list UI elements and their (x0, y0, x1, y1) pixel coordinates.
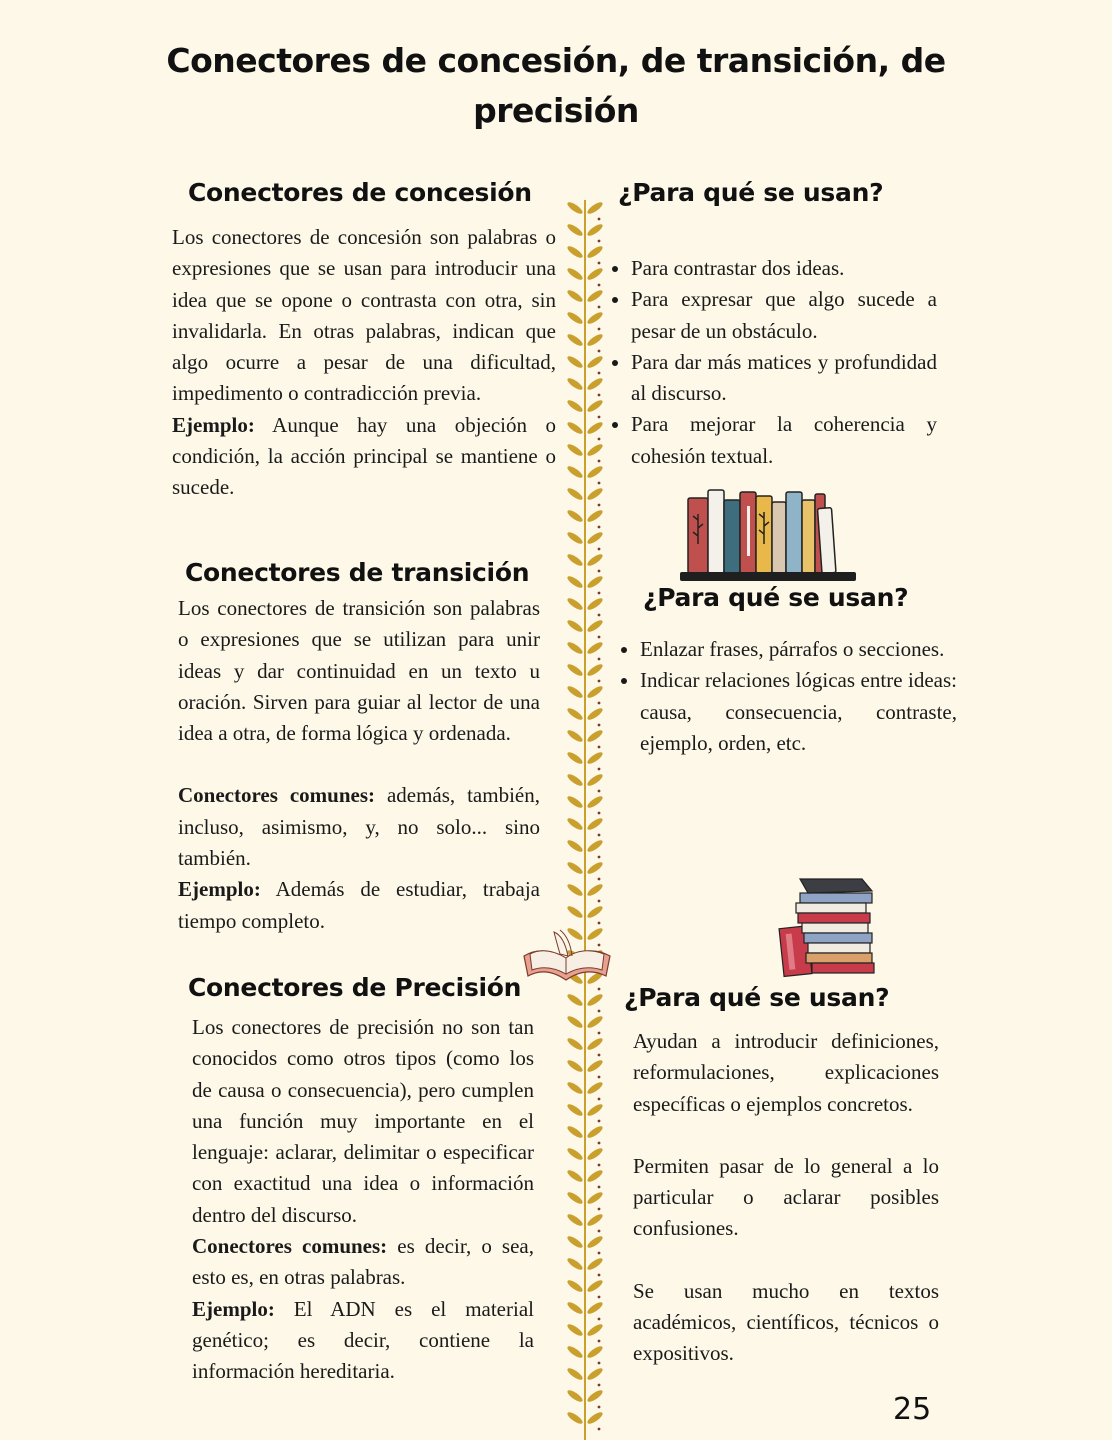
vine-dot (598, 636, 601, 639)
vine-leaf (566, 222, 584, 238)
transicion-body: Los conectores de transición son palabras o expresiones que se utilizan para unir ideas y dar continuidad en un texto u oración. Sirven para guiar al lector de una idea a otra, de forma lógica y ordenada. (178, 596, 540, 746)
vine-leaf (586, 376, 604, 392)
vine-leaf (586, 1256, 604, 1272)
vine-dot (598, 1054, 601, 1057)
vine-leaf (566, 684, 584, 700)
vine-leaf (586, 618, 604, 634)
list-item: • Para dar más matices y profundidad al discurso. (631, 347, 937, 410)
vine-leaf (586, 1168, 604, 1184)
vine-leaf (586, 640, 604, 656)
vine-leaf (586, 728, 604, 744)
uses-precision-p2: Permiten pasar de lo general a lo particular o aclarar posibles confusiones. (633, 1153, 939, 1241)
vine-leaf (566, 838, 584, 854)
vine-leaf (566, 1234, 584, 1250)
vine-leaf (586, 860, 604, 876)
vine-leaf (566, 530, 584, 546)
vine-leaf (566, 552, 584, 568)
vine-leaf (586, 706, 604, 722)
uses-precision-p3: Se usan mucho en textos académicos, científicos, técnicos o expositivos. (633, 1278, 939, 1366)
vine-leaf (566, 508, 584, 524)
vine-leaf (566, 728, 584, 744)
vine-dot (598, 834, 601, 837)
transicion-text (178, 593, 540, 937)
vine-dot (598, 394, 601, 397)
heading-transicion: Conectores de transición (185, 558, 530, 587)
vine-dot (598, 1384, 601, 1387)
vine-leaf (566, 1278, 584, 1294)
vine-leaf (586, 1366, 604, 1382)
vine-dot (598, 702, 601, 705)
vine-dot (598, 812, 601, 815)
vine-leaf (586, 816, 604, 832)
vine-leaf (586, 662, 604, 678)
vine-leaf (566, 332, 584, 348)
vine-dot (598, 658, 601, 661)
vine-leaf (586, 1190, 604, 1206)
vine-leaf (586, 222, 604, 238)
vine-leaf (566, 1168, 584, 1184)
vine-leaf (586, 596, 604, 612)
vine-leaf (586, 574, 604, 590)
transicion-common (178, 780, 540, 874)
heading-uses-transicion: ¿Para qué se usan? (643, 583, 909, 612)
vine-leaf (586, 992, 604, 1008)
transicion-common-label: Conectores comunes: (178, 783, 376, 808)
vine-leaf (566, 1322, 584, 1338)
precision-common-text: es decir, o sea, esto es, en otras palabras. (192, 1234, 534, 1290)
vine-dot (598, 306, 601, 309)
vine-dot (598, 922, 601, 925)
vine-dot (598, 548, 601, 551)
vine-leaf (586, 508, 604, 524)
uses-transicion-list (622, 634, 957, 759)
vine-leaf (586, 1322, 604, 1338)
vine-leaf (586, 1410, 604, 1426)
vine-leaf (566, 816, 584, 832)
vine-dot (598, 284, 601, 287)
uses-concesion-list (613, 253, 937, 472)
heading-precision: Conectores de Precisión (188, 973, 522, 1002)
vine-divider (560, 200, 610, 1440)
precision-body: Los conectores de precisión no son tan conocidos como otros tipos (como los de causa o consecuencia), pero cumplen una función muy importante en el lenguaje: aclarar, delimitar o especificar con exactitud una idea o información dentro del discurso. (192, 1015, 534, 1227)
vine-dot (598, 460, 601, 463)
vine-leaf (566, 310, 584, 326)
vine-leaf (566, 596, 584, 612)
precision-common (192, 1231, 534, 1294)
vine-leaf (566, 882, 584, 898)
vine-dot (598, 1142, 601, 1145)
vine-dot (598, 438, 601, 441)
vine-leaf (566, 904, 584, 920)
vine-leaf (586, 1102, 604, 1118)
vine-dot (598, 1010, 601, 1013)
transicion-example-label: Ejemplo: (178, 877, 261, 902)
vine-leaf (586, 530, 604, 546)
vine-dot (598, 900, 601, 903)
list-item: • Para mejorar la coherencia y cohesión textual. (631, 409, 937, 472)
vine-dot (598, 1186, 601, 1189)
vine-leaf (586, 904, 604, 920)
vine-dot (598, 1340, 601, 1343)
vine-leaf (586, 552, 604, 568)
vine-leaf (566, 354, 584, 370)
vine-dot (598, 1296, 601, 1299)
vine-leaf (586, 1014, 604, 1030)
vine-dot (598, 680, 601, 683)
book-stack-illustration (778, 875, 878, 980)
heading-concesion: Conectores de concesión (188, 178, 532, 207)
vine-leaf (566, 266, 584, 282)
transicion-common-text: además, también, incluso, asimismo, y, no solo... sino también. (178, 783, 540, 871)
vine-leaf (586, 266, 604, 282)
vine-dot (598, 856, 601, 859)
vine-leaf (566, 1344, 584, 1360)
vine-dot (598, 526, 601, 529)
concesion-example-text: Aunque hay una objeción o condición, la acción principal se mantiene o sucede. (172, 412, 556, 500)
vine-dot (598, 416, 601, 419)
vine-leaf (566, 486, 584, 502)
vine-leaf (586, 684, 604, 700)
vine-leaf (566, 772, 584, 788)
vine-leaf (566, 750, 584, 766)
vine-leaf (566, 992, 584, 1008)
list-item: • Para expresar que algo sucede a pesar de un obstáculo. (631, 284, 937, 347)
concesion-example (172, 410, 556, 504)
vine-leaf (586, 1036, 604, 1052)
vine-leaf (586, 398, 604, 414)
vine-dot (598, 1362, 601, 1365)
vine-dot (598, 482, 601, 485)
vine-dot (598, 1164, 601, 1167)
vine-leaf (586, 1212, 604, 1228)
uses-precision-p1: Ayudan a introducir definiciones, reformulaciones, explicaciones específicas o ejemplos concretos. (633, 1029, 939, 1116)
vine-dot (598, 768, 601, 771)
vine-dot (598, 1428, 601, 1431)
vine-dot (598, 1406, 601, 1409)
vine-leaf (586, 1278, 604, 1294)
vine-leaf (566, 1058, 584, 1074)
vine-leaf (566, 706, 584, 722)
vine-dot (598, 1274, 601, 1277)
vine-leaf (586, 310, 604, 326)
vine-leaf (566, 574, 584, 590)
bookshelf-illustration (676, 486, 860, 584)
vine-leaf (566, 1080, 584, 1096)
vine-leaf (586, 1058, 604, 1074)
vine-leaf (566, 1388, 584, 1404)
transicion-example (178, 874, 540, 937)
precision-example-text: El ADN es el material genético; es decir, contiene la información hereditaria. (192, 1296, 534, 1384)
precision-common-label: Conectores comunes: (192, 1234, 388, 1259)
vine-leaf (586, 442, 604, 458)
vine-leaf (566, 1212, 584, 1228)
precision-example-label: Ejemplo: (192, 1296, 275, 1321)
open-book-illustration (520, 926, 614, 984)
vine-dot (598, 570, 601, 573)
vine-dot (598, 1098, 601, 1101)
vine-dot (598, 372, 601, 375)
vine-leaf (586, 1344, 604, 1360)
precision-example (192, 1294, 534, 1388)
vine-dot (598, 724, 601, 727)
vine-dot (598, 614, 601, 617)
vine-dot (598, 218, 601, 221)
vine-dot (598, 1120, 601, 1123)
page-title: Conectores de concesión, de transición, de precisión (166, 41, 946, 130)
vine-leaf (566, 442, 584, 458)
vine-leaf (566, 640, 584, 656)
vine-leaf (586, 1300, 604, 1316)
vine-dot (598, 504, 601, 507)
concesion-body: Los conectores de concesión son palabras o expresiones que se usan para introducir una idea que se opone o contrasta con otra, sin invalidarla. En otras palabras, indican que algo ocurre a pesar de una dificultad, impedimento o contradicción previa. (172, 225, 556, 406)
vine-leaf (566, 464, 584, 480)
vine-leaf (586, 244, 604, 260)
vine-dot (598, 878, 601, 881)
vine-leaf (566, 1124, 584, 1140)
concesion-example-label: Ejemplo: (172, 412, 255, 437)
vine-leaf (586, 1124, 604, 1140)
vine-dot (598, 1252, 601, 1255)
vine-dot (598, 592, 601, 595)
uses-precision-text (633, 1026, 939, 1370)
page-number: 25 (893, 1392, 932, 1427)
vine-leaf (566, 376, 584, 392)
vine-dot (598, 1032, 601, 1035)
vine-leaf (586, 1234, 604, 1250)
list-item: • Indicar relaciones lógicas entre ideas: causa, consecuencia, contraste, ejemplo, orden, etc. (640, 665, 957, 759)
vine-leaf (586, 420, 604, 436)
vine-dot (598, 240, 601, 243)
vine-leaf (586, 772, 604, 788)
vine-dot (598, 1208, 601, 1211)
vine-leaf (586, 288, 604, 304)
vine-leaf (566, 1014, 584, 1030)
vine-leaf (566, 860, 584, 876)
vine-leaf (566, 200, 584, 216)
precision-text (192, 1012, 534, 1388)
vine-dot (598, 988, 601, 991)
list-item: • Para contrastar dos ideas. (631, 253, 937, 284)
vine-dot (598, 328, 601, 331)
vine-leaf (586, 332, 604, 348)
vine-leaf (566, 794, 584, 810)
vine-leaf (586, 794, 604, 810)
vine-dot (598, 1076, 601, 1079)
vine-leaf (566, 288, 584, 304)
vine-leaf (586, 486, 604, 502)
vine-dot (598, 790, 601, 793)
list-item: • Enlazar frases, párrafos o secciones. (640, 634, 957, 665)
vine-leaf (566, 1410, 584, 1426)
vine-leaf (566, 398, 584, 414)
transicion-example-text: Además de estudiar, trabaja tiempo completo. (178, 877, 540, 933)
vine-leaf (586, 750, 604, 766)
vine-leaf (566, 1190, 584, 1206)
vine-leaf (566, 244, 584, 260)
vine-leaf (566, 618, 584, 634)
heading-uses-concesion: ¿Para qué se usan? (618, 178, 884, 207)
vine-leaf (586, 200, 604, 216)
vine-leaf (566, 1036, 584, 1052)
vine-leaf (566, 1300, 584, 1316)
vine-leaf (586, 1388, 604, 1404)
vine-leaf (566, 1146, 584, 1162)
heading-uses-precision: ¿Para qué se usan? (624, 983, 890, 1012)
concesion-text (172, 222, 556, 504)
vine-leaf (586, 464, 604, 480)
vine-leaf (586, 1080, 604, 1096)
vine-leaf (586, 838, 604, 854)
vine-leaf (586, 1146, 604, 1162)
vine-dot (598, 1318, 601, 1321)
vine-leaf (566, 420, 584, 436)
vine-leaf (566, 1366, 584, 1382)
vine-leaf (586, 354, 604, 370)
vine-dot (598, 1230, 601, 1233)
vine-leaf (566, 662, 584, 678)
vine-dot (598, 262, 601, 265)
vine-leaf (566, 1256, 584, 1272)
vine-leaf (586, 882, 604, 898)
vine-dot (598, 746, 601, 749)
vine-leaf (566, 1102, 584, 1118)
vine-dot (598, 350, 601, 353)
